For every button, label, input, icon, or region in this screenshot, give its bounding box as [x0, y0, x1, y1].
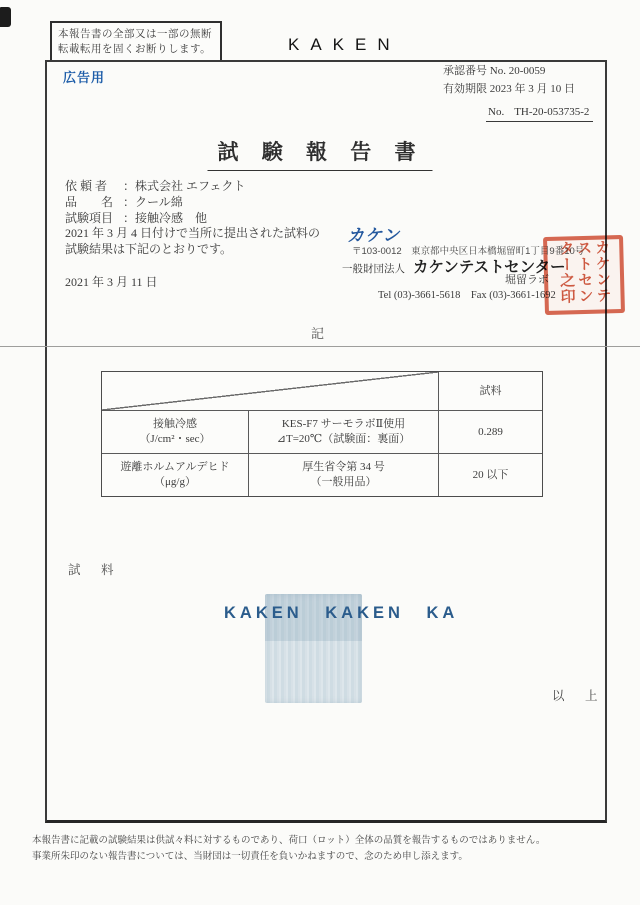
org-name: カケンテストセンター	[413, 259, 566, 276]
product-row	[65, 194, 245, 210]
seal-stamp-text: カケンテストセンター之印	[557, 239, 611, 305]
report-body-paragraph	[65, 225, 320, 257]
test-item-label: 試験項目	[65, 211, 114, 225]
official-seal-stamp	[543, 235, 625, 315]
body-line-1: 2021 年 3 月 4 日付けで当所に提出された試料の	[65, 226, 321, 240]
body-line-2: 試験結果は下記のとおりです。	[65, 242, 233, 256]
test-item-cell	[102, 454, 248, 496]
fabric-print-text: KAKEN KAKEN KA	[224, 604, 459, 622]
kaken-logo: カケン	[347, 226, 401, 245]
method-line-2: （一般用品）	[310, 476, 377, 488]
method-line-1: KES-F7 サーモラボⅡ使用	[281, 418, 406, 430]
report-date: 2021 年 3 月 11 日	[65, 275, 158, 289]
result-cell: 0.289	[438, 411, 542, 453]
result-cell: 20 以下	[438, 454, 542, 496]
record-mark: 記	[311, 326, 327, 341]
test-item-value: ：接触冷感 他	[123, 211, 208, 225]
lab-branch-name: 堀留ラボ	[505, 274, 549, 286]
lab-address: 〒103-0012 東京都中央区日本橋堀留町1丁目9番10号	[352, 246, 585, 257]
horizontal-rule	[0, 346, 640, 347]
table-row	[102, 453, 542, 496]
requester-row	[65, 178, 245, 194]
page-title: 試 験 報 告 書	[208, 136, 433, 171]
method-cell	[248, 411, 438, 453]
item-name: 遊離ホルムアルデヒド	[120, 461, 230, 473]
sample-section-label: 試 料	[68, 563, 118, 577]
approval-number: 承認番号 No. 20-0059	[443, 65, 546, 77]
report-number-label: No.	[488, 106, 505, 118]
report-number-value: TH-20-053735-2	[514, 106, 590, 118]
advertising-use-label: 広告用	[63, 70, 106, 85]
notice-line-2: 転載転用を固くお断りします。	[58, 44, 212, 55]
test-item-cell	[102, 411, 248, 453]
item-unit: （J/cm²・sec）	[139, 433, 211, 445]
sample-header-cell: 試料	[438, 372, 542, 410]
scan-artifact-mark	[0, 7, 11, 27]
footer-disclaimer	[32, 834, 617, 865]
requester-value: ：株式会社 エフェクト	[123, 179, 246, 193]
product-value: ：クール綿	[123, 195, 183, 209]
closing-mark: 以 上	[552, 689, 602, 703]
method-line-2: ⊿T=20℃（試験面：裏面）	[276, 433, 411, 445]
table-header-row	[102, 372, 542, 410]
lab-tel-fax: Tel (03)-3661-5618 Fax (03)-3661-1692	[378, 290, 556, 301]
product-label: 品 名	[65, 195, 114, 209]
client-info-block	[65, 178, 245, 226]
table-row	[102, 410, 542, 453]
method-cell	[248, 454, 438, 496]
validity-date: 有効期限 2023 年 3 月 10 日	[443, 83, 575, 95]
org-type: 一般財団法人	[342, 263, 405, 275]
kaken-brand-header: KAKEN	[288, 35, 401, 54]
notice-line-1: 本報告書の全部又は一部の無断	[58, 29, 212, 40]
item-unit: （μg/g）	[154, 476, 196, 488]
method-line-1: 厚生省令第 34 号	[302, 461, 385, 473]
test-item-row	[65, 210, 245, 226]
diagonal-header-cell	[102, 372, 438, 410]
item-name: 接触冷感	[153, 418, 197, 430]
footer-line-2: 事業所朱印のない報告書については、当財団は一切責任を負いかねますので、念のため申し添えます。	[32, 851, 468, 862]
results-table	[101, 371, 543, 497]
footer-line-1: 本報告書に記載の試験結果は供試々料に対するものであり、荷口（ロット）全体の品質を報告するものではありません。	[32, 836, 546, 846]
copyright-notice-box	[50, 21, 222, 62]
requester-label: 依 頼 者	[65, 179, 108, 193]
